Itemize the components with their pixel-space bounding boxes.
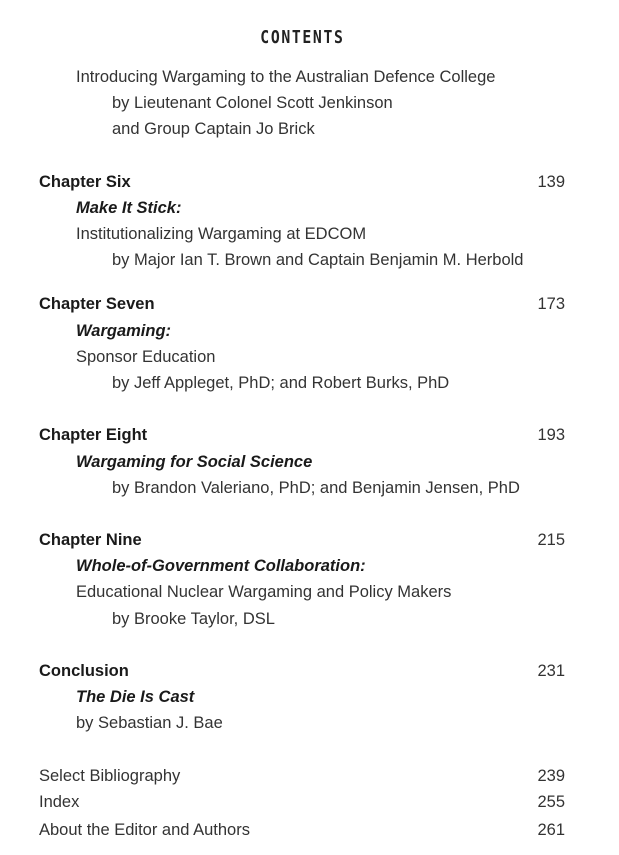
conclusion-subtitle: The Die Is Cast: [76, 688, 195, 706]
index-label: Index: [39, 793, 80, 811]
chapter-six-page: 139: [537, 173, 565, 191]
chapter-six-subtitle: Make It Stick:: [76, 199, 182, 217]
index-page: 255: [537, 793, 565, 811]
chapter-seven-label: Chapter Seven: [39, 295, 155, 313]
chapter-nine-label: Chapter Nine: [39, 531, 142, 549]
bibliography-page: 239: [537, 767, 565, 785]
page-title: CONTENTS: [260, 27, 345, 48]
about-authors-label: About the Editor and Authors: [39, 821, 250, 839]
conclusion-label: Conclusion: [39, 662, 129, 680]
chapter-seven-title: Sponsor Education: [76, 348, 216, 366]
chapter-eight-page: 193: [537, 426, 565, 444]
chapter-seven-author: by Jeff Appleget, PhD; and Robert Burks, PhD: [112, 374, 450, 392]
chapter-nine-subtitle: Whole-of-Government Collaboration:: [76, 557, 366, 575]
chapter-six-label: Chapter Six: [39, 173, 131, 191]
conclusion-page: 231: [537, 662, 565, 680]
chapter-eight-subtitle: Wargaming for Social Science: [76, 453, 313, 471]
bibliography-label: Select Bibliography: [39, 767, 181, 785]
chapter-nine-page: 215: [537, 531, 565, 549]
chapter-eight-label: Chapter Eight: [39, 426, 148, 444]
chapter-six-author: by Major Ian T. Brown and Captain Benjamin M. Herbold: [112, 251, 524, 269]
chapter-nine-author: by Brooke Taylor, DSL: [112, 610, 275, 628]
conclusion-author: by Sebastian J. Bae: [76, 714, 223, 732]
intro-author-line1: by Lieutenant Colonel Scott Jenkinson: [112, 94, 393, 112]
chapter-six-title: Institutionalizing Wargaming at EDCOM: [76, 225, 367, 243]
intro-author-line2: and Group Captain Jo Brick: [112, 120, 315, 138]
chapter-nine-title: Educational Nuclear Wargaming and Policy Makers: [76, 583, 452, 601]
chapter-seven-page: 173: [537, 295, 565, 313]
intro-title: Introducing Wargaming to the Australian Defence College: [76, 68, 496, 86]
chapter-seven-subtitle: Wargaming:: [76, 322, 172, 340]
about-authors-page: 261: [537, 821, 565, 839]
chapter-eight-author: by Brandon Valeriano, PhD; and Benjamin Jensen, PhD: [112, 479, 520, 497]
